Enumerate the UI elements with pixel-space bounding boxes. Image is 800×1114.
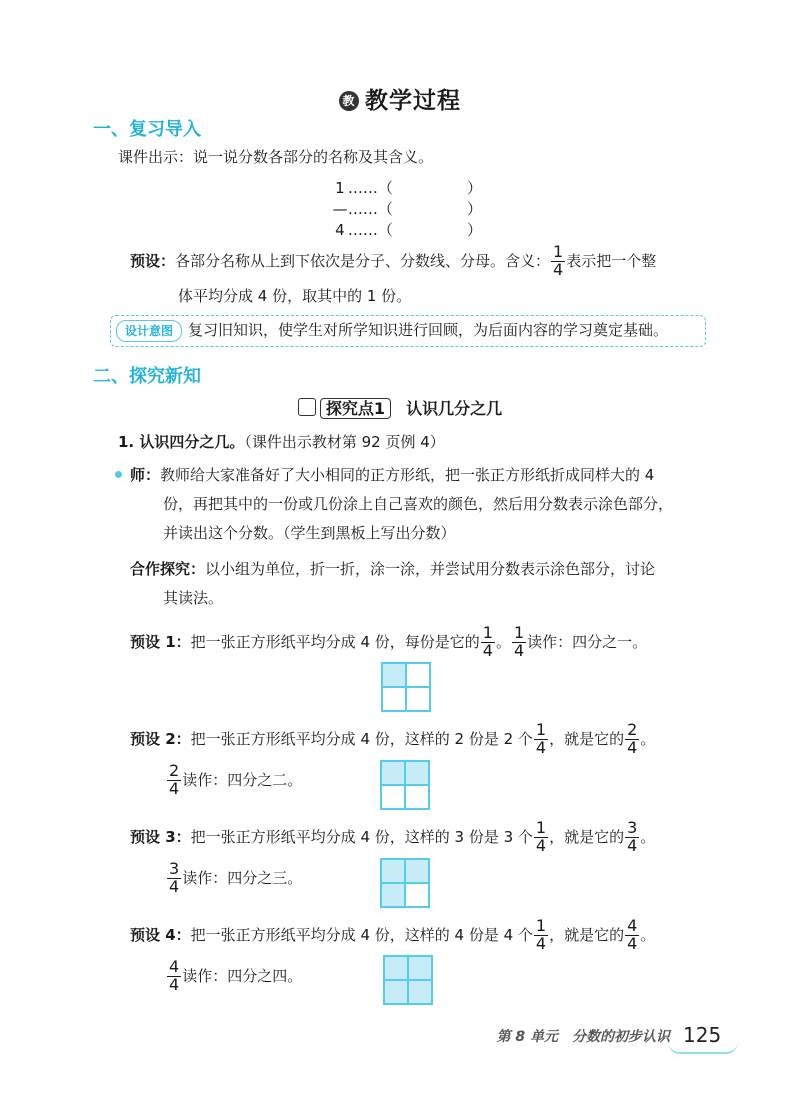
fraction-denominator: 4	[553, 259, 564, 279]
square-cell	[381, 785, 405, 809]
square-cell	[381, 883, 405, 907]
square-cell	[406, 687, 430, 711]
fraction-numerator: 4	[169, 957, 180, 976]
fraction	[625, 918, 639, 953]
punctuation: 。	[640, 827, 656, 846]
read-as-text: 读作：四分之一。	[527, 632, 648, 651]
fraction-denominator: 4	[535, 933, 547, 953]
square-cell	[405, 761, 429, 785]
square-cell	[408, 980, 432, 1004]
preset-text: 各部分名称从上到下依次是分子、分数线、分母。含义：	[175, 251, 551, 270]
fraction-parts-block	[332, 178, 482, 241]
fraction-denominator: 4	[513, 640, 525, 660]
explore-subheading	[0, 396, 800, 419]
section-heading-explore: 二、探究新知	[93, 366, 201, 387]
fraction-numerator: 2	[627, 720, 638, 739]
preset-label: 预设：	[130, 251, 176, 270]
square-cell	[405, 859, 429, 883]
fraction-denominator: 4	[169, 974, 180, 994]
cube-icon	[298, 398, 316, 416]
fraction	[481, 625, 495, 660]
page-swirl-decoration	[668, 1042, 738, 1054]
fraction-denominator: 4	[535, 737, 547, 757]
fraction	[551, 244, 565, 279]
preset-text: 表示把一个整	[566, 251, 657, 270]
teacher-line2: 份，再把其中的一份或几份涂上自己喜欢的颜色，然后用分数表示涂色部分，	[163, 495, 674, 513]
square-cell	[384, 956, 408, 980]
review-preset-line2: 体平均分成 4 份，取其中的 1 份。	[178, 287, 412, 305]
preset-label: 预设 2：	[130, 729, 191, 748]
square-cell	[381, 859, 405, 883]
blank-open: ……（	[347, 179, 393, 197]
coop-line1	[130, 559, 655, 579]
blank-open: ……（	[347, 200, 393, 218]
preset1-line	[130, 625, 647, 660]
preset-label: 预设 1：	[130, 632, 191, 651]
fraction-row-denominator	[332, 220, 482, 241]
fraction	[534, 918, 548, 953]
section-heading-review: 一、复习导入	[93, 119, 201, 140]
footer-unit: 第 8 单元 分数的初步认识	[496, 1029, 670, 1045]
punctuation: 。	[640, 729, 656, 748]
preset-text: 把一张正方形纸平均分成 4 份，这样的 2 份是 2 个	[190, 729, 533, 748]
punctuation: 。	[495, 632, 511, 651]
fraction-numerator: 1	[513, 623, 525, 642]
preset-text: ，就是它的	[549, 925, 625, 944]
lesson-icon: 教	[339, 91, 359, 111]
fraction-numerator: 1	[553, 242, 564, 261]
fraction-numerator: 4	[627, 916, 638, 935]
fraction-numerator: 1	[535, 720, 547, 739]
item1-note: （课件出示教材第 92 页例 4）	[244, 433, 445, 451]
blank-close: ）	[466, 221, 482, 239]
coop-label: 合作探究：	[130, 560, 206, 578]
preset-text: ，就是它的	[549, 729, 625, 748]
blank-close: ）	[466, 179, 482, 197]
square-cell	[405, 883, 429, 907]
fraction-square-2	[380, 760, 430, 810]
fraction-denominator: 4	[169, 876, 180, 896]
preset-text: ，就是它的	[549, 827, 625, 846]
fraction-denominator: 4	[482, 640, 493, 660]
fraction	[167, 861, 181, 896]
page-title	[0, 82, 800, 115]
preset2-line	[130, 722, 655, 757]
fraction-denominator: 4	[627, 737, 638, 757]
fraction-square-3	[380, 858, 430, 908]
item1-title: 1. 认识四分之几。	[118, 433, 245, 451]
explore-point-title: 认识几分之几	[406, 399, 503, 418]
fraction-numerator: 1	[535, 916, 547, 935]
fraction-numerator: 1	[535, 818, 547, 837]
preset-text: 把一张正方形纸平均分成 4 份，这样的 4 份是 4 个	[190, 925, 533, 944]
explore-point-tag: 探究点1	[320, 398, 391, 419]
page-number: 125	[683, 1023, 722, 1047]
title-text: 教学过程	[365, 88, 461, 114]
fraction	[625, 820, 639, 855]
fraction-denominator: 4	[627, 933, 638, 953]
preset3-line	[130, 820, 655, 855]
review-preset-line1	[130, 244, 656, 279]
teacher-text: 教师给大家准备好了大小相同的正方形纸，把一张正方形纸折成同样大的 4	[160, 466, 655, 484]
denominator-symbol: 4	[335, 221, 345, 239]
preset3-read	[166, 861, 302, 896]
read-as-text: 读作：四分之四。	[182, 966, 303, 985]
fraction	[534, 820, 548, 855]
preset2-read	[166, 763, 302, 798]
square-cell	[384, 980, 408, 1004]
preset-label: 预设 3：	[130, 827, 191, 846]
fraction	[167, 959, 181, 994]
fraction-numerator: 3	[169, 859, 180, 878]
fraction	[534, 722, 548, 757]
fraction-square-4	[383, 955, 433, 1005]
blank-open: ……（	[347, 221, 393, 239]
fraction-line-symbol: —	[332, 200, 348, 218]
square-cell	[408, 956, 432, 980]
read-as-text: 读作：四分之三。	[182, 868, 303, 887]
numerator-symbol: 1	[335, 179, 345, 197]
design-intent-text: 复习旧知识，使学生对所学知识进行回顾，为后面内容的学习奠定基础。	[188, 321, 669, 339]
square-cell	[381, 761, 405, 785]
fraction-denominator: 4	[169, 778, 180, 798]
punctuation: 。	[640, 925, 656, 944]
preset4-read	[166, 959, 302, 994]
fraction	[512, 625, 526, 660]
design-intent-tag: 设计意图	[116, 320, 182, 342]
square-cell	[405, 785, 429, 809]
teacher-label: 师：	[130, 466, 161, 484]
fraction-row-line	[332, 199, 482, 220]
fraction	[625, 722, 639, 757]
fraction-denominator: 4	[535, 835, 547, 855]
coop-line2: 其读法。	[163, 589, 224, 607]
square-cell	[382, 687, 406, 711]
teacher-line1	[130, 465, 654, 485]
preset4-line	[130, 918, 655, 953]
fraction-numerator: 3	[627, 818, 638, 837]
square-cell	[406, 663, 430, 687]
teacher-line3: 并读出这个分数。（学生到黑板上写出分数）	[163, 524, 456, 542]
coop-text: 以小组为单位，折一折，涂一涂，并尝试用分数表示涂色部分，讨论	[205, 560, 656, 578]
square-cell	[382, 663, 406, 687]
fraction	[167, 763, 181, 798]
fraction-row-numerator	[332, 178, 482, 199]
item1-line	[118, 432, 445, 452]
blank-close: ）	[466, 200, 482, 218]
bullet-dot	[115, 471, 122, 478]
preset-label: 预设 4：	[130, 925, 191, 944]
fraction-numerator: 1	[482, 623, 493, 642]
fraction-square-1	[381, 662, 431, 712]
preset-text: 把一张正方形纸平均分成 4 份，每份是它的	[190, 632, 480, 651]
preset-text: 把一张正方形纸平均分成 4 份，这样的 3 份是 3 个	[190, 827, 533, 846]
courseware-text: 课件出示：说一说分数各部分的名称及其含义。	[118, 148, 434, 166]
fraction-numerator: 2	[169, 761, 180, 780]
fraction-denominator: 4	[627, 835, 638, 855]
read-as-text: 读作：四分之二。	[182, 770, 303, 789]
